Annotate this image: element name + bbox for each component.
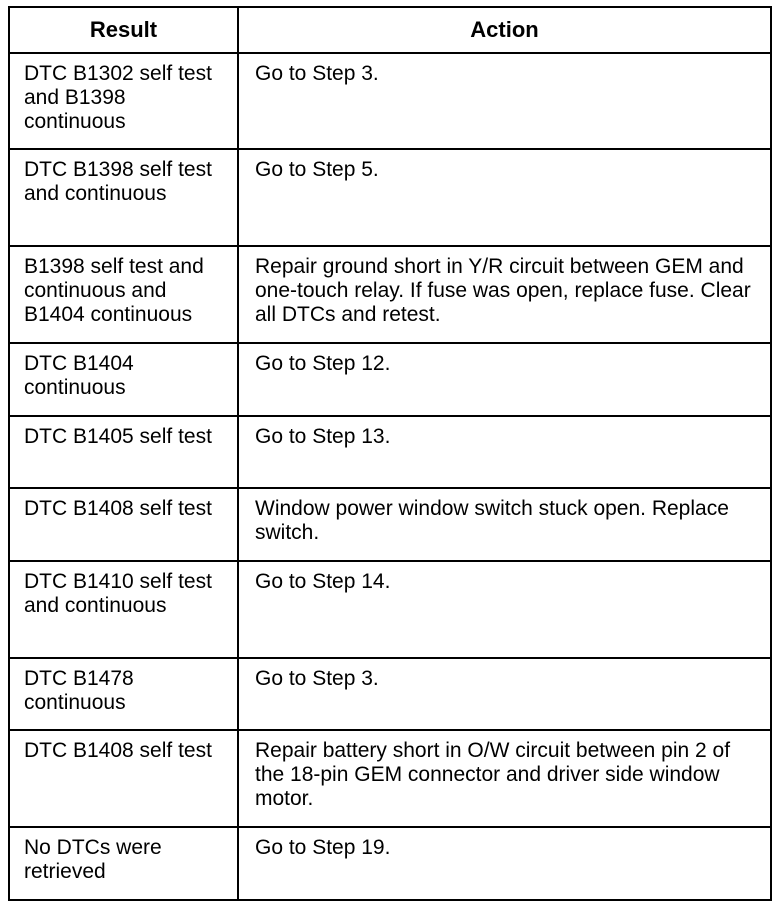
- result-cell: B1398 self test and continuous and B1404 continuous: [9, 246, 238, 343]
- action-cell: Go to Step 19.: [238, 827, 771, 900]
- action-cell: Go to Step 5.: [238, 149, 771, 246]
- table-row: [9, 658, 771, 730]
- result-cell: DTC B1405 self test: [9, 416, 238, 488]
- action-cell: Repair battery short in O/W circuit between pin 2 of the 18-pin GEM connector and driver side window motor.: [238, 730, 771, 827]
- result-cell: DTC B1478 continuous: [9, 658, 238, 730]
- table-row: [9, 343, 771, 416]
- table-row: [9, 730, 771, 827]
- table-row: [9, 246, 771, 343]
- result-cell: DTC B1410 self test and continuous: [9, 561, 238, 658]
- result-cell: No DTCs were retrieved: [9, 827, 238, 900]
- result-column-header: Result: [9, 7, 238, 53]
- action-cell: Go to Step 3.: [238, 53, 771, 149]
- action-cell: Go to Step 12.: [238, 343, 771, 416]
- dtc-result-action-table: [8, 6, 772, 901]
- result-cell: DTC B1404 continuous: [9, 343, 238, 416]
- table-header-row: [9, 7, 771, 53]
- table-row: [9, 488, 771, 561]
- action-cell: Repair ground short in Y/R circuit between GEM and one-touch relay. If fuse was open, replace fuse. Clear all DTCs and retest.: [238, 246, 771, 343]
- action-cell: Go to Step 14.: [238, 561, 771, 658]
- result-cell: DTC B1408 self test: [9, 488, 238, 561]
- action-cell: Window power window switch stuck open. Replace switch.: [238, 488, 771, 561]
- action-cell: Go to Step 13.: [238, 416, 771, 488]
- action-cell: Go to Step 3.: [238, 658, 771, 730]
- result-cell: DTC B1398 self test and continuous: [9, 149, 238, 246]
- table-row: [9, 53, 771, 149]
- table-row: [9, 827, 771, 900]
- table-row: [9, 149, 771, 246]
- action-column-header: Action: [238, 7, 771, 53]
- table-row: [9, 561, 771, 658]
- result-cell: DTC B1408 self test: [9, 730, 238, 827]
- table-row: [9, 416, 771, 488]
- result-cell: DTC B1302 self test and B1398 continuous: [9, 53, 238, 149]
